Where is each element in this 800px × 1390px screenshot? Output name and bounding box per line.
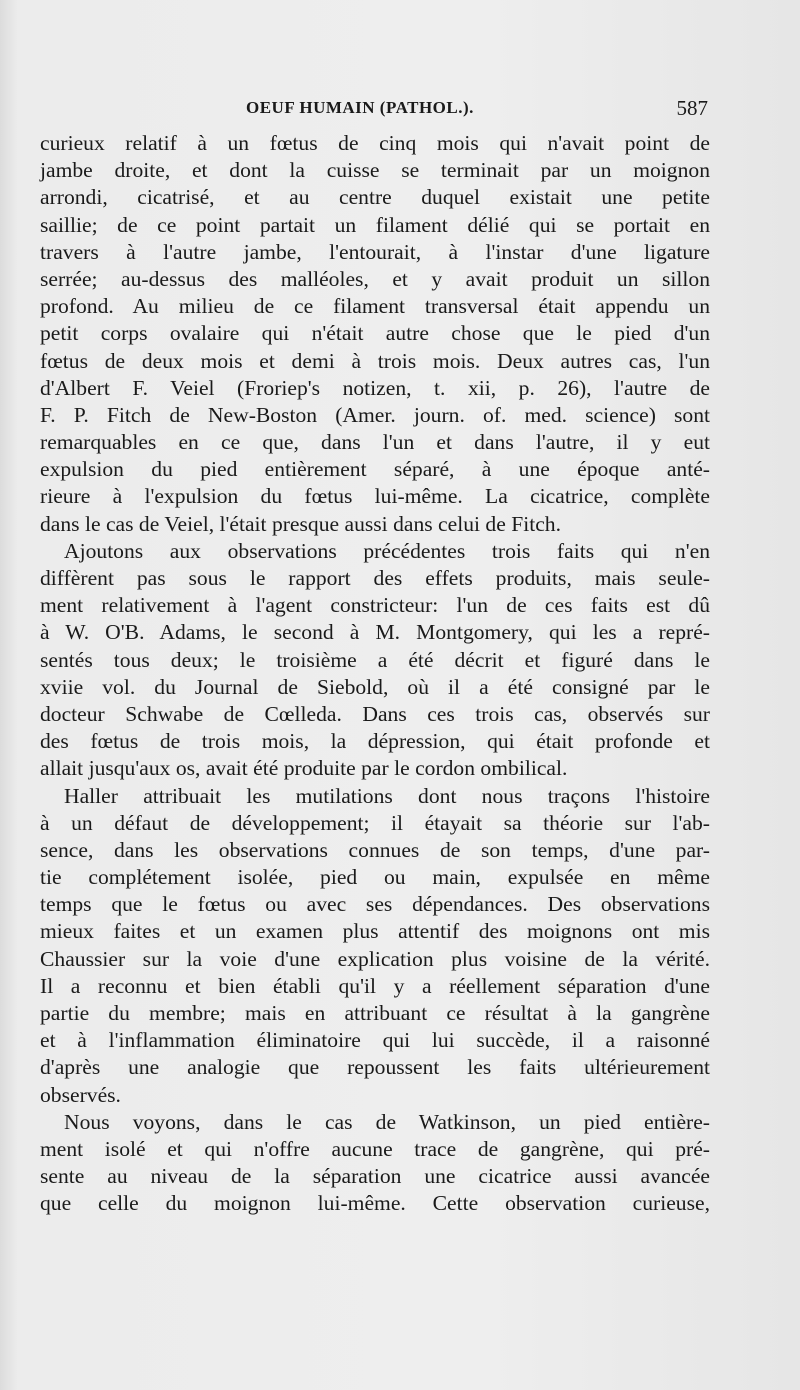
text-line: F. P. Fitch de New-Boston (Amer. journ. of. med. science) sont bbox=[40, 402, 710, 427]
text-line: arrondi, cicatrisé, et au centre duquel existait une petite bbox=[40, 185, 710, 210]
text-line: sentés tous deux; le troisième a été décrit et figuré dans le bbox=[40, 647, 710, 672]
text-line: à un défaut de développement; il étayait sa théorie sur l'ab- bbox=[40, 810, 710, 835]
text-line: diffèrent pas sous le rapport des effets produits, mais seule- bbox=[40, 566, 710, 590]
page-header bbox=[40, 96, 710, 126]
text-line: et à l'inflammation éliminatoire qui lui succède, il a raisonné bbox=[40, 1028, 710, 1053]
text-line: docteur Schwabe de Cœlleda. Dans ces trois cas, observés sur bbox=[40, 701, 710, 726]
text-line: rieure à l'expulsion du fœtus lui-même. La cicatrice, complète bbox=[40, 484, 710, 509]
text-line: serrée; au-dessus des malléoles, et y avait produit un sillon bbox=[40, 266, 710, 291]
text-line: sence, dans les observations connues de son temps, d'une par- bbox=[40, 837, 710, 862]
text-line: mieux faites et un examen plus attentif des moignons ont mis bbox=[40, 919, 710, 944]
running-head: OEUF HUMAIN (PATHOL.). bbox=[246, 98, 474, 117]
text-line: des fœtus de trois mois, la dépression, qui était profonde et bbox=[40, 729, 710, 754]
text-line: temps que le fœtus ou avec ses dépendances. Des observations bbox=[40, 892, 710, 917]
text-line: d'Albert F. Veiel (Froriep's notizen, t. xii, p. 26), l'autre de bbox=[40, 375, 710, 400]
text-line: à W. O'B. Adams, le second à M. Montgomery, qui les a repré- bbox=[40, 620, 710, 645]
text-line: petit corps ovalaire qui n'était autre chose que le pied d'un bbox=[40, 321, 710, 346]
page-number: 587 bbox=[676, 96, 708, 120]
text-line: curieux relatif à un fœtus de cinq mois qui n'avait point de bbox=[40, 131, 710, 155]
text-line: que celle du moignon lui-même. Cette observation curieuse, bbox=[40, 1191, 710, 1216]
text-line: Nous voyons, dans le cas de Watkinson, un pied entière- bbox=[64, 1109, 710, 1134]
text-line: fœtus de deux mois et demi à trois mois. Deux autres cas, l'un bbox=[40, 348, 710, 373]
text-line: d'après une analogie que repoussent les faits ultérieurement bbox=[40, 1055, 710, 1080]
body-text bbox=[40, 130, 710, 1218]
text-line: allait jusqu'aux os, avait été produite par le cordon ombilical. bbox=[40, 756, 568, 781]
text-line: Chaussier sur la voie d'une explication plus voisine de la vérité. bbox=[40, 946, 710, 971]
text-line: dans le cas de Veiel, l'était presque aussi dans celui de Fitch. bbox=[40, 511, 561, 536]
text-line: ment isolé et qui n'offre aucune trace de gangrène, qui pré- bbox=[40, 1136, 710, 1161]
text-line: ment relativement à l'agent constricteur: l'un de ces faits est dû bbox=[40, 593, 710, 618]
text-line: jambe droite, et dont la cuisse se terminait par un moignon bbox=[40, 158, 710, 183]
text-line: profond. Au milieu de ce filament transversal était appendu un bbox=[40, 294, 710, 319]
text-line: Ajoutons aux observations précédentes trois faits qui n'en bbox=[64, 538, 710, 563]
text-line: tie complétement isolée, pied ou main, expulsée en même bbox=[40, 865, 710, 890]
text-line: Il a reconnu et bien établi qu'il y a réellement séparation d'une bbox=[40, 973, 710, 998]
text-line: travers à l'autre jambe, l'entourait, à l'instar d'une ligature bbox=[40, 239, 710, 264]
text-line: partie du membre; mais en attribuant ce résultat à la gangrène bbox=[40, 1001, 710, 1025]
text-line: xviie vol. du Journal de Siebold, où il a été consigné par le bbox=[40, 674, 710, 699]
text-line: remarquables en ce que, dans l'un et dans l'autre, il y eut bbox=[40, 430, 710, 455]
text-line: observés. bbox=[40, 1082, 121, 1107]
text-line: sente au niveau de la séparation une cicatrice aussi avancée bbox=[40, 1164, 710, 1189]
text-line: expulsion du pied entièrement séparé, à une époque anté- bbox=[40, 457, 710, 482]
text-line: Haller attribuait les mutilations dont nous traçons l'histoire bbox=[64, 783, 710, 808]
text-line: saillie; de ce point partait un filament délié qui se portait en bbox=[40, 212, 710, 237]
